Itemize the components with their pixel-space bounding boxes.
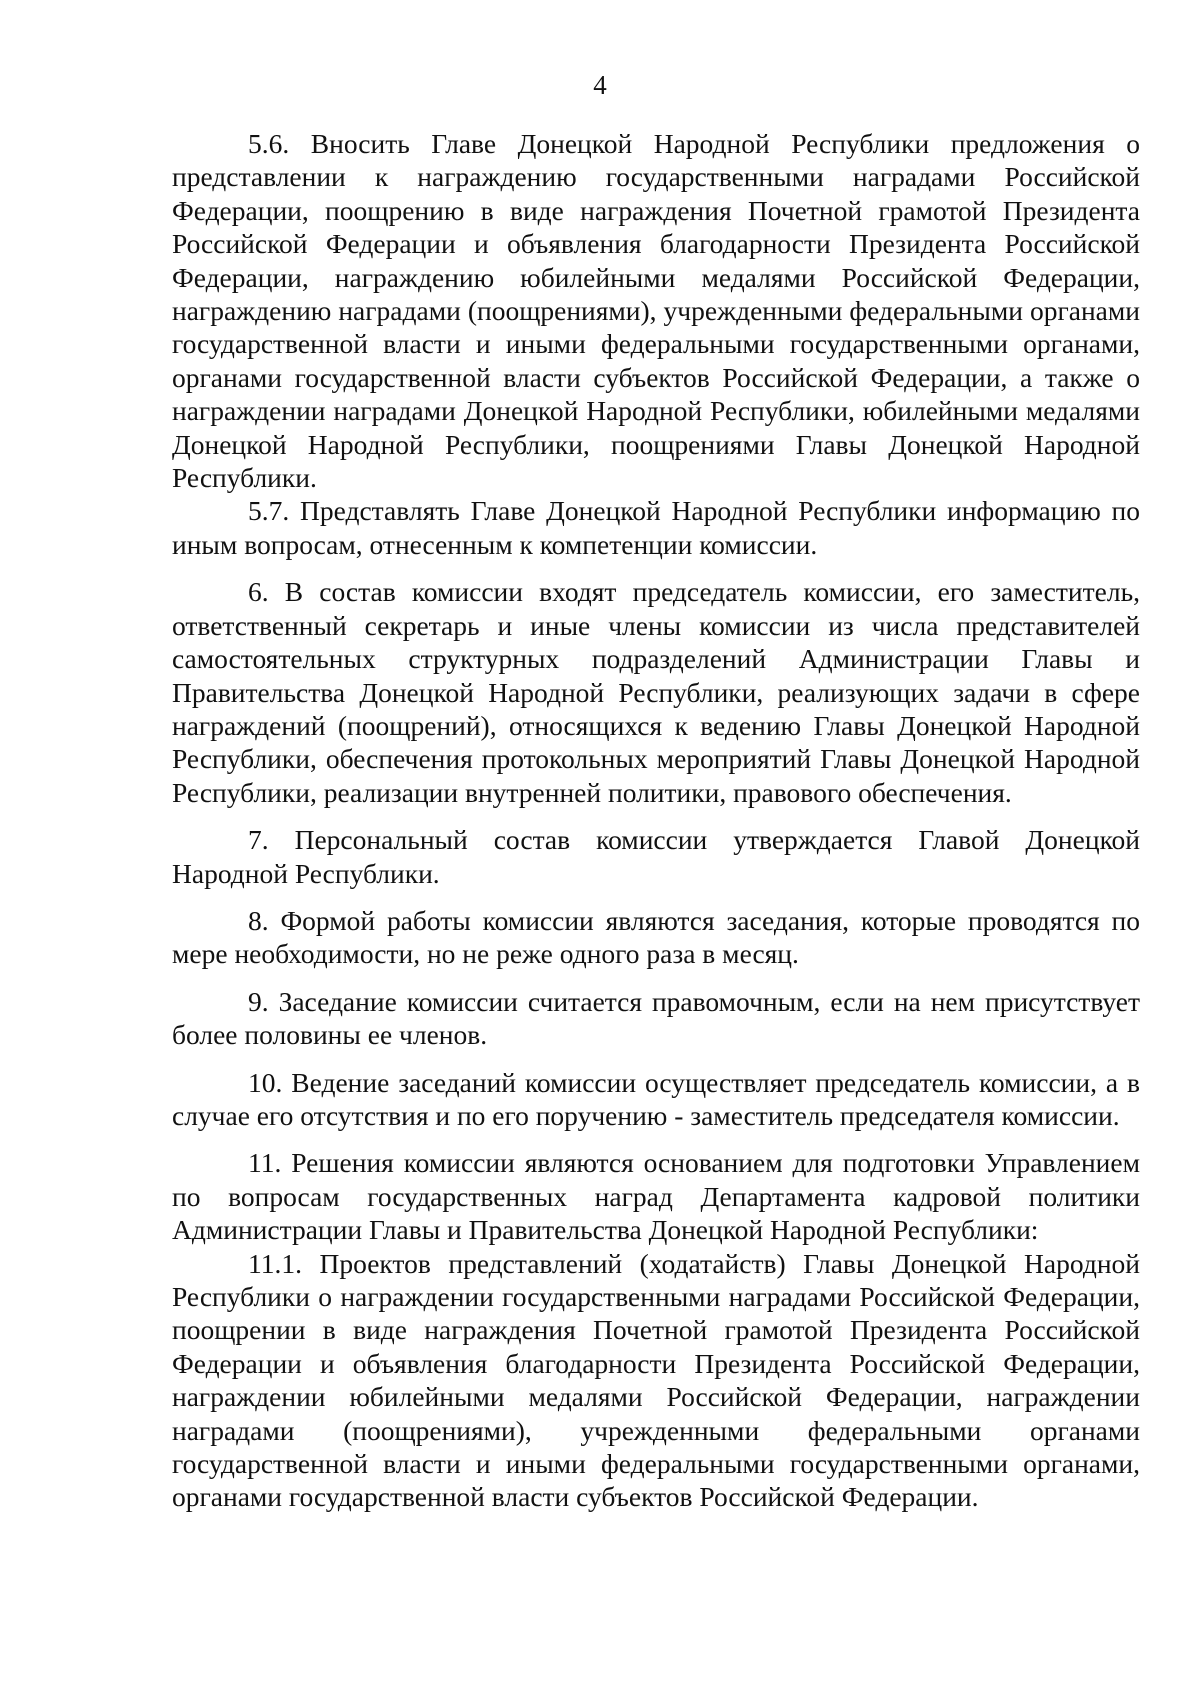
paragraph-8: 8. Формой работы комиссии являются заседания, которые проводятся по мере необходимости, но не реже одного раза в месяц. xyxy=(172,904,1140,970)
paragraph-11-1: 11.1. Проектов представлений (ходатайств) Главы Донецкой Народной Республики о награждении государственными наградами Российской Федерации, поощрении в виде награждения Почетной грамотой Президента Российской Федерации и объявления благодарности Президента Российской Федерации, награждении юбилейными медалями Российской Федерации, награждении наградами (поощрениями), учрежденными федеральными органами государственной власти и иными федеральными государственными органами, органами государственной власти субъектов Российской Федерации. xyxy=(172,1247,1140,1513)
paragraph-9: 9. Заседание комиссии считается правомочным, если на нем присутствует более половины ее членов. xyxy=(172,985,1140,1051)
paragraph-5-6: 5.6. Вносить Главе Донецкой Народной Республики предложения о представлении к награждению государственными наградами Российской Федерации, поощрению в виде награждения Почетной грамотой Президента Российской Федерации и объявления благодарности Президента Российской Федерации, награждению юбилейными медалями Российской Федерации, награждению наградами (поощрениями), учрежденными федеральными органами государственной власти и иными федеральными государственными органами, органами государственной власти субъектов Российской Федерации, а также о награждении наградами Донецкой Народной Республики, юбилейными медалями Донецкой Народной Республики, поощрениями Главы Донецкой Народной Республики. xyxy=(172,128,1140,494)
paragraph-11: 11. Решения комиссии являются основанием для подготовки Управлением по вопросам государственных наград Департамента кадровой политики Администрации Главы и Правительства Донецкой Народной Республики: xyxy=(172,1147,1140,1246)
page-number: 4 xyxy=(593,70,607,100)
paragraph-7: 7. Персональный состав комиссии утверждается Главой Донецкой Народной Республики. xyxy=(172,824,1140,889)
document-body xyxy=(172,127,1140,1514)
paragraph-10: 10. Ведение заседаний комиссии осуществляет председатель комиссии, а в случае его отсутствия и по его поручению - заместитель председателя комиссии. xyxy=(172,1066,1140,1131)
paragraph-6: 6. В состав комиссии входят председатель комиссии, его заместитель, ответственный секретарь и иные члены комиссии из числа представителей самостоятельных структурных подразделений Администрации Главы и Правительства Донецкой Народной Республики, реализующих задачи в сфере награждений (поощрений), относящихся к ведению Главы Донецкой Народной Республики, обеспечения протокольных мероприятий Главы Донецкой Народной Республики, реализации внутренней политики, правового обеспечения. xyxy=(172,576,1140,808)
paragraph-5-7: 5.7. Представлять Главе Донецкой Народной Республики информацию по иным вопросам, отнесенным к компетенции комиссии. xyxy=(172,495,1140,560)
